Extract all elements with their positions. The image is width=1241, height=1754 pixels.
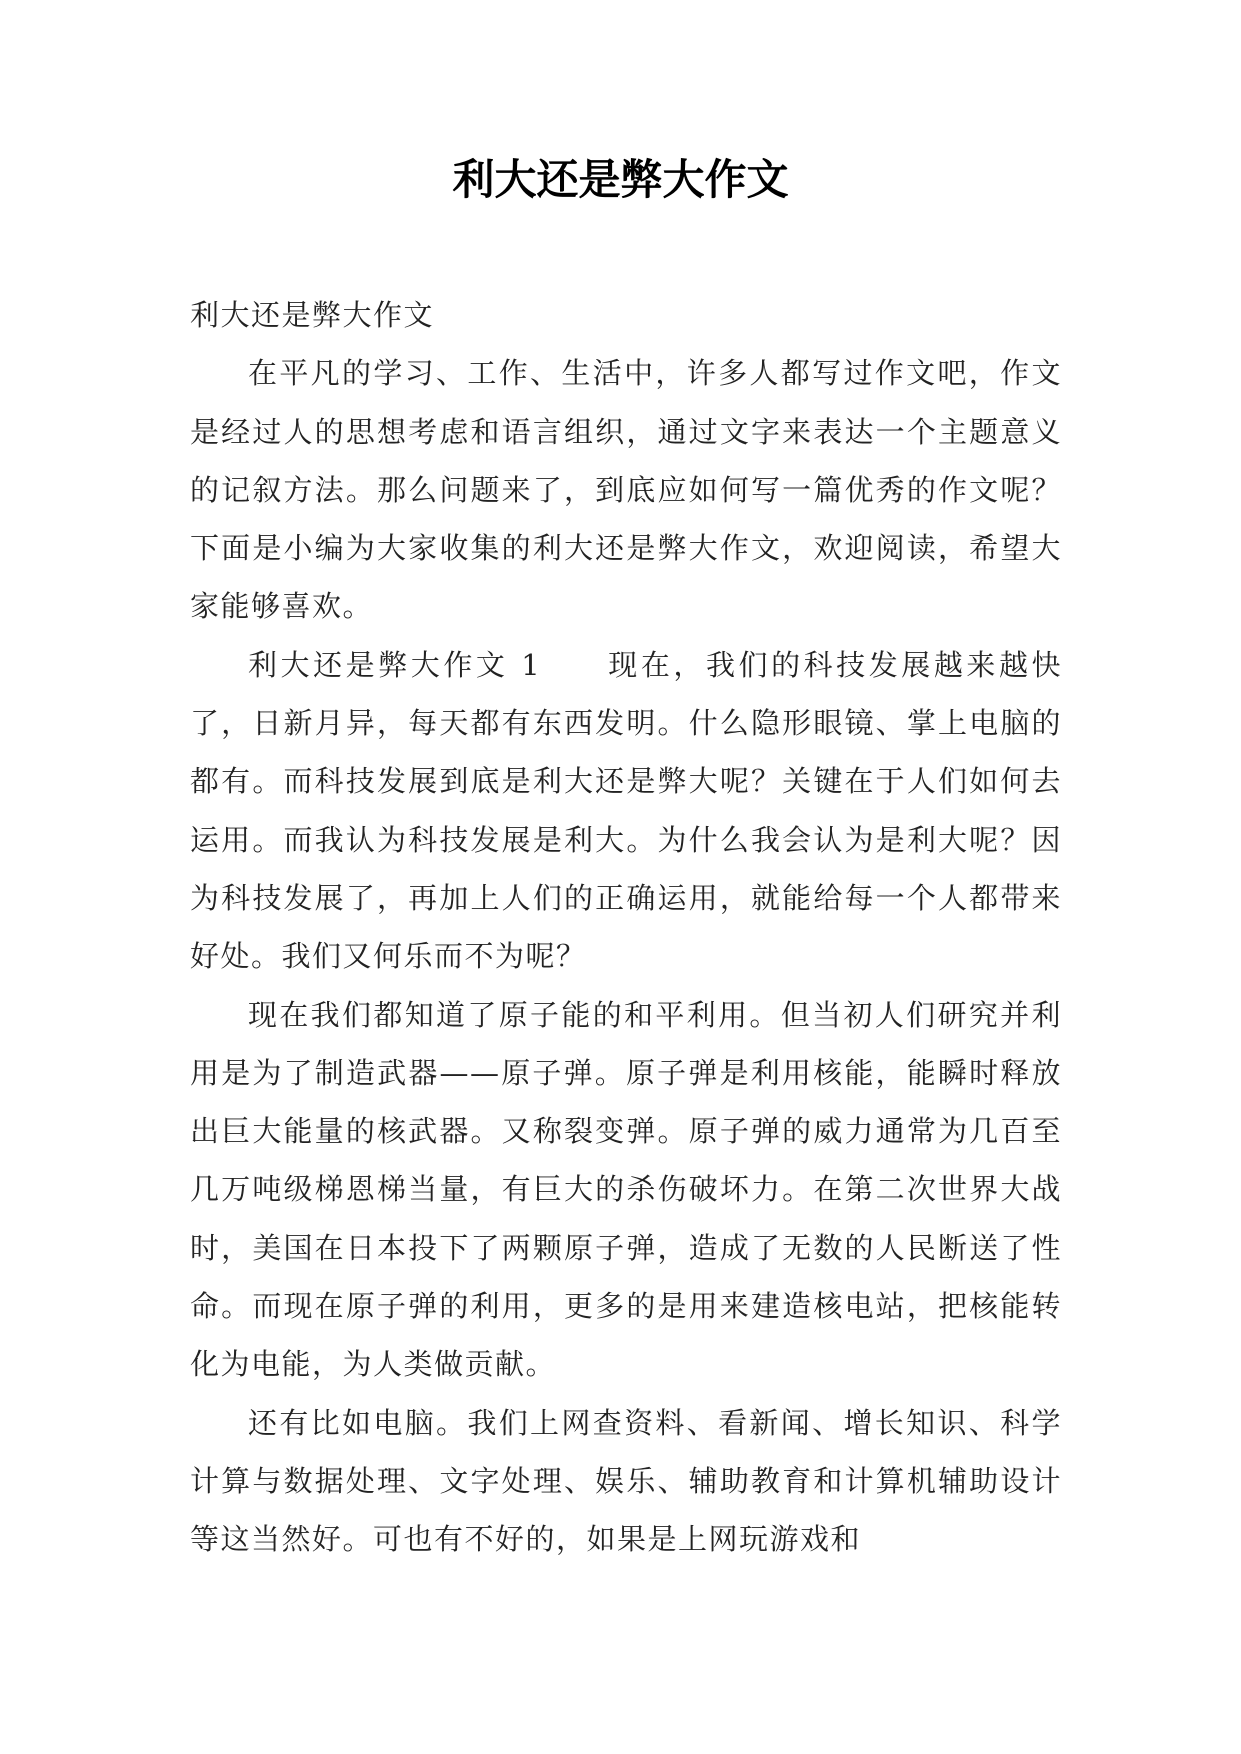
paragraph-computer: 还有比如电脑。我们上网查资料、看新闻、增长知识、科学计算与数据处理、文字处理、娱乐、辅助教育和计算机辅助设计等这当然好。可也有不好的，如果是上网玩游戏和 xyxy=(190,1405,1062,1557)
paragraph-atomic-energy: 现在我们都知道了原子能的和平利用。但当初人们研究并利用是为了制造武器——原子弹。原子弹是利用核能，能瞬时释放出巨大能量的核武器。又称裂变弹。原子弹的威力通常为几百至几万吨级梯恩梯当量，有巨大的杀伤破坏力。在第二次世界大战时，美国在日本投下了两颗原子弹，造成了无数的人民断送了性命。而现在原子弹的利用，更多的是用来建造核电站，把核能转化为电能，为人类做贡献。 xyxy=(190,997,1062,1382)
paragraph-essay-1: 利大还是弊大作文 1 现在，我们的科技发展越来越快了，日新月异，每天都有东西发明。什么隐形眼镜、掌上电脑的都有。而科技发展到底是利大还是弊大呢？关键在于人们如何去运用。而我认为科技发展是利大。为什么我会认为是利大呢？因为科技发展了，再加上人们的正确运用，就能给每一个人都带来好处。我们又何乐而不为呢？ xyxy=(190,647,1062,974)
paragraph-intro: 在平凡的学习、工作、生活中，许多人都写过作文吧，作文是经过人的思想考虑和语言组织，通过文字来表达一个主题意义的记叙方法。那么问题来了，到底应如何写一篇优秀的作文呢？下面是小编为大家收集的利大还是弊大作文，欢迎阅读，希望大家能够喜欢。 xyxy=(190,356,1062,624)
document-body xyxy=(190,286,1062,1569)
document-subtitle: 利大还是弊大作文 xyxy=(190,298,435,332)
document-title: 利大还是弊大作文 xyxy=(452,155,789,204)
